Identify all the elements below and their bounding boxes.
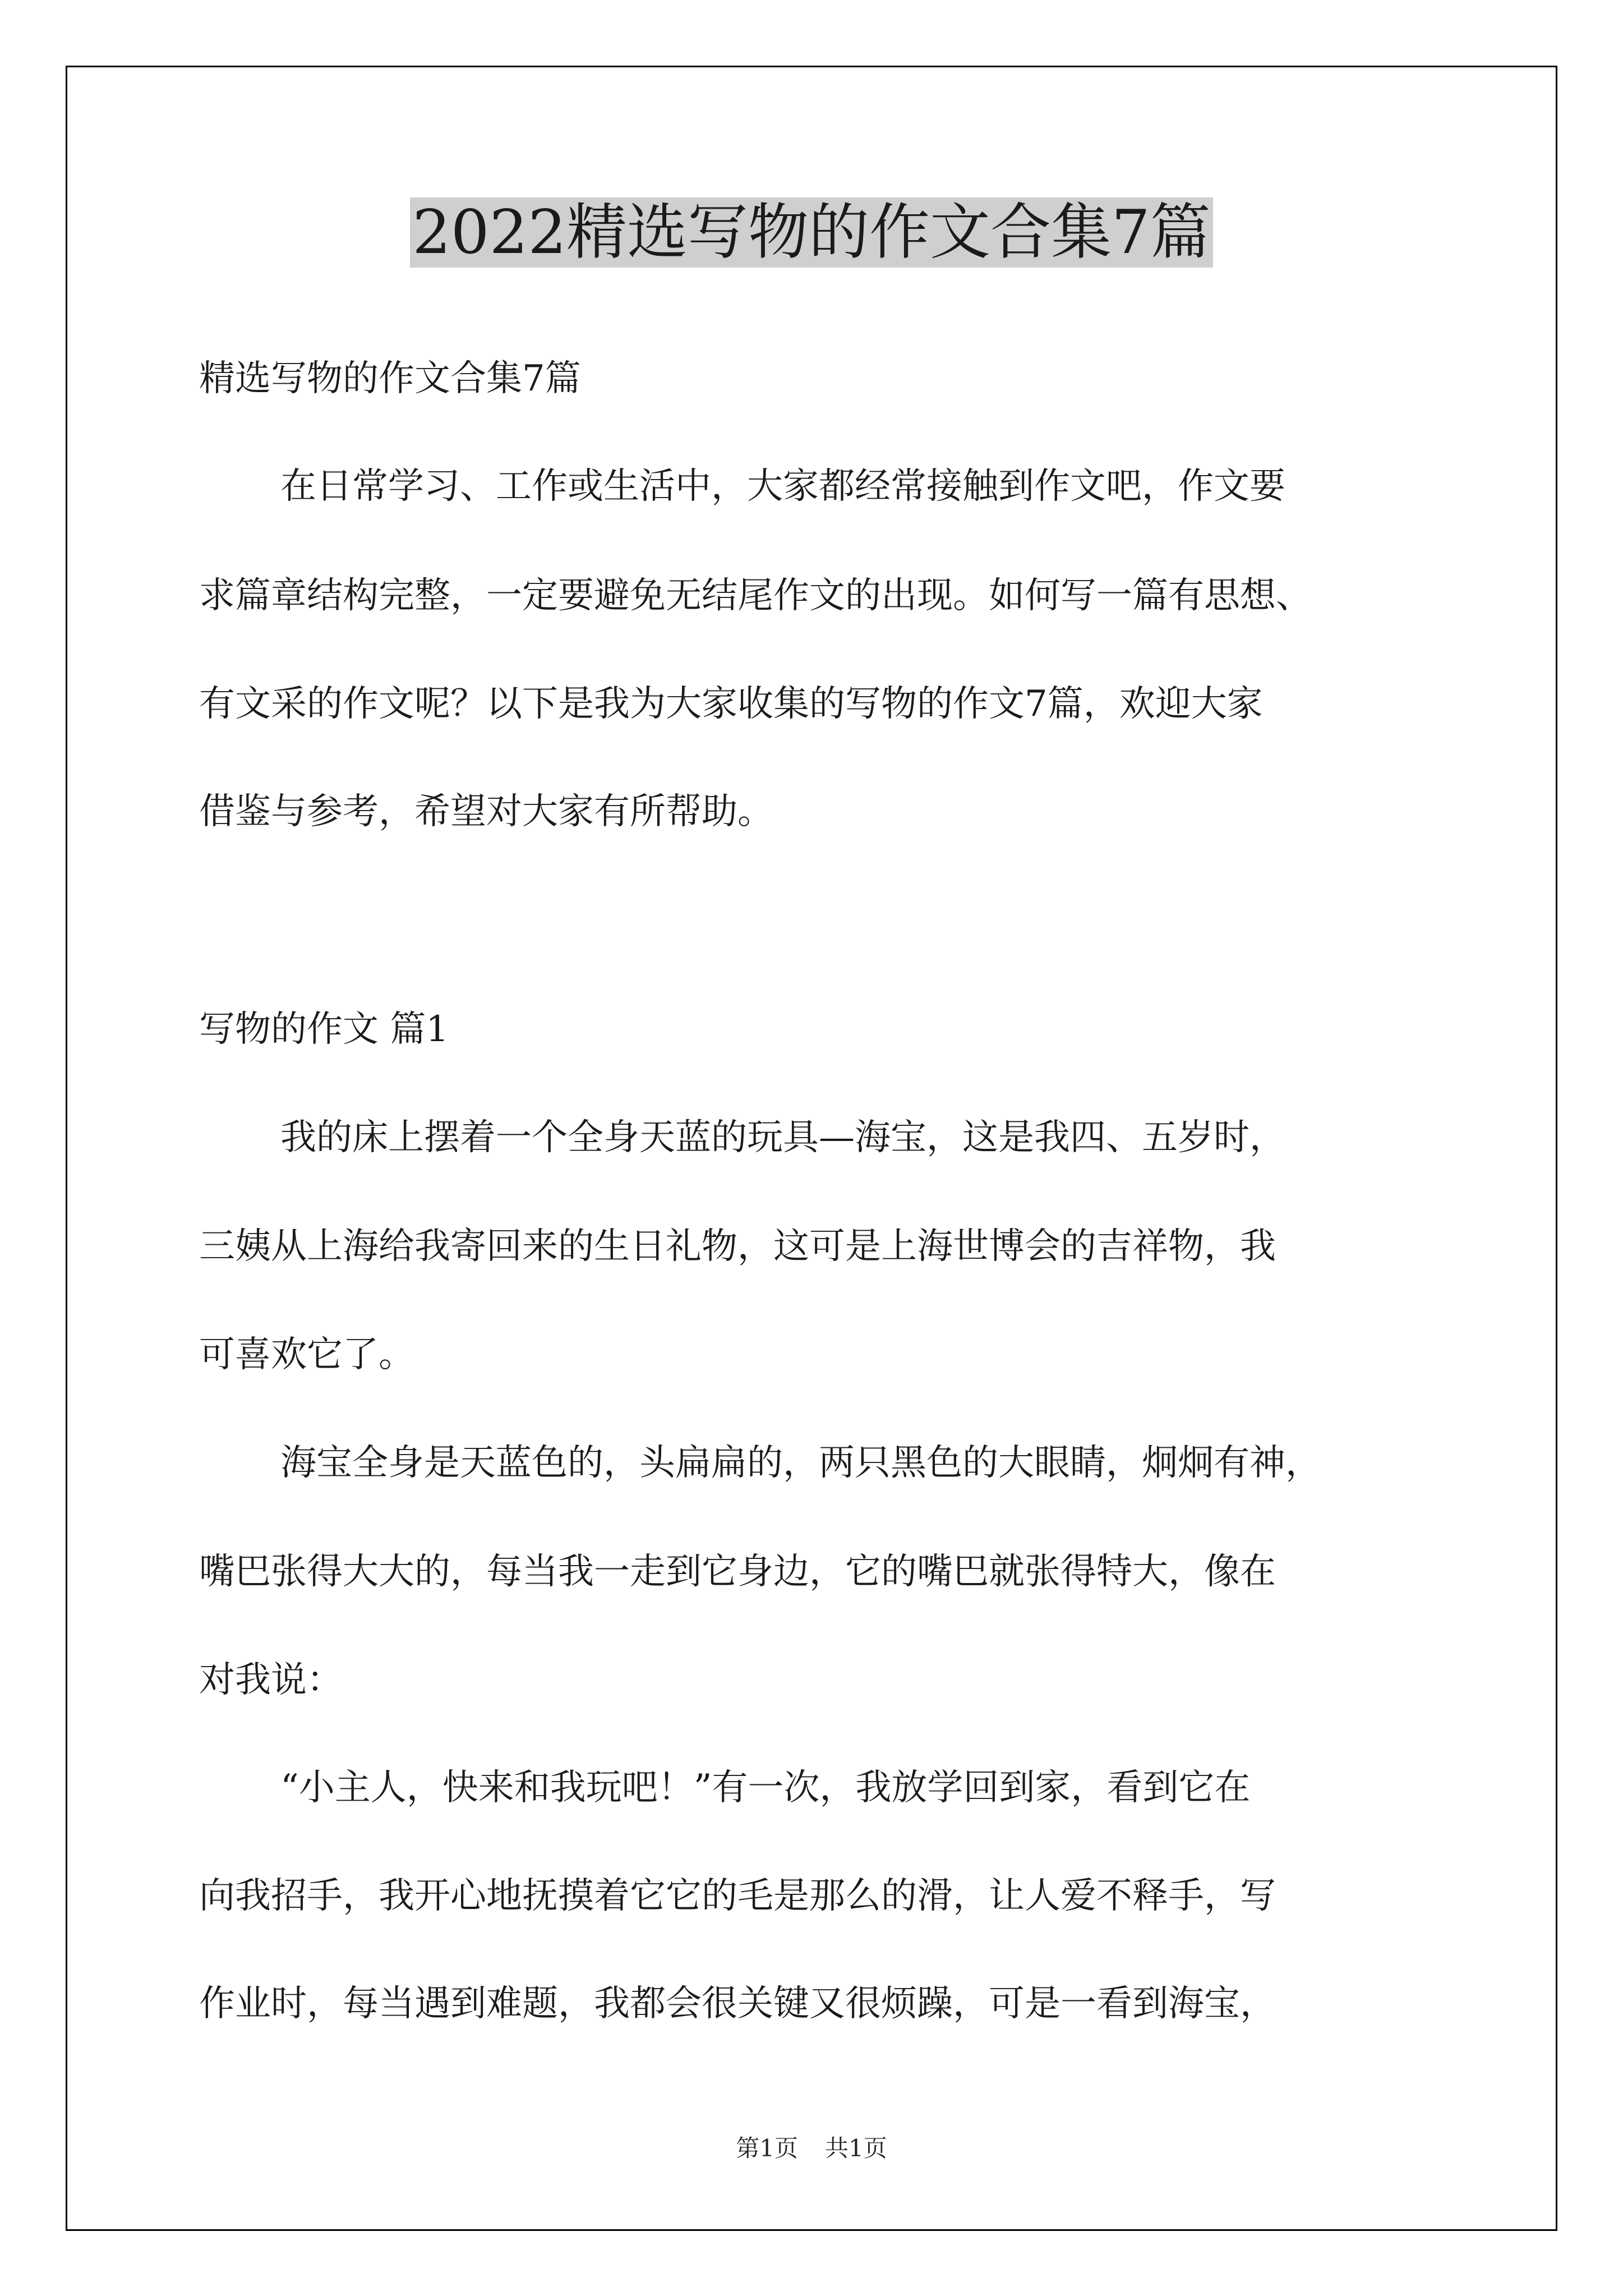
paragraph-line: 嘴巴张得大大的，每当我一走到它身边，它的嘴巴就张得特大，像在: [199, 1551, 1276, 1593]
page-footer: [0, 2134, 1623, 2162]
paragraph-line: 作业时，每当遇到难题，我都会很关键又很烦躁，可是一看到海宝，: [199, 1983, 1276, 2024]
subtitle-line: 精选写物的作文合集7篇: [199, 358, 581, 399]
paragraph-line: 向我招手，我开心地抚摸着它它的毛是那么的滑，让人爱不释手，写: [199, 1875, 1276, 1917]
page-current: 第1页: [736, 2134, 798, 2162]
section-heading: 写物的作文 篇1: [199, 1009, 449, 1050]
paragraph-line: 有文采的作文呢？以下是我为大家收集的写物的作文7篇，欢迎大家: [199, 683, 1263, 725]
paragraph-line: 求篇章结构完整，一定要避免无结尾作文的出现。如何写一篇有思想、: [199, 575, 1312, 616]
paragraph-line: 对我说：: [199, 1659, 343, 1701]
paragraph-line: 借鉴与参考，希望对大家有所帮助。: [199, 791, 773, 832]
page-total: 共1页: [825, 2134, 887, 2162]
document-title-text: 2022精选写物的作文合集7篇: [410, 197, 1213, 268]
paragraph-line: 可喜欢它了。: [199, 1334, 414, 1375]
paragraph-line: “小主人，快来和我玩吧！”有一次，我放学回到家，看到它在: [280, 1767, 1251, 1809]
paragraph-line: 在日常学习、工作或生活中，大家都经常接触到作文吧，作文要: [280, 466, 1285, 507]
paragraph-line: 海宝全身是天蓝色的，头扁扁的，两只黑色的大眼睛，炯炯有神，: [280, 1442, 1321, 1484]
paragraph-line: 我的床上摆着一个全身天蓝的玩具—海宝，这是我四、五岁时，: [280, 1117, 1285, 1158]
document-title: [0, 194, 1623, 272]
paragraph-line: 三姨从上海给我寄回来的生日礼物，这可是上海世博会的吉祥物，我: [199, 1226, 1276, 1267]
